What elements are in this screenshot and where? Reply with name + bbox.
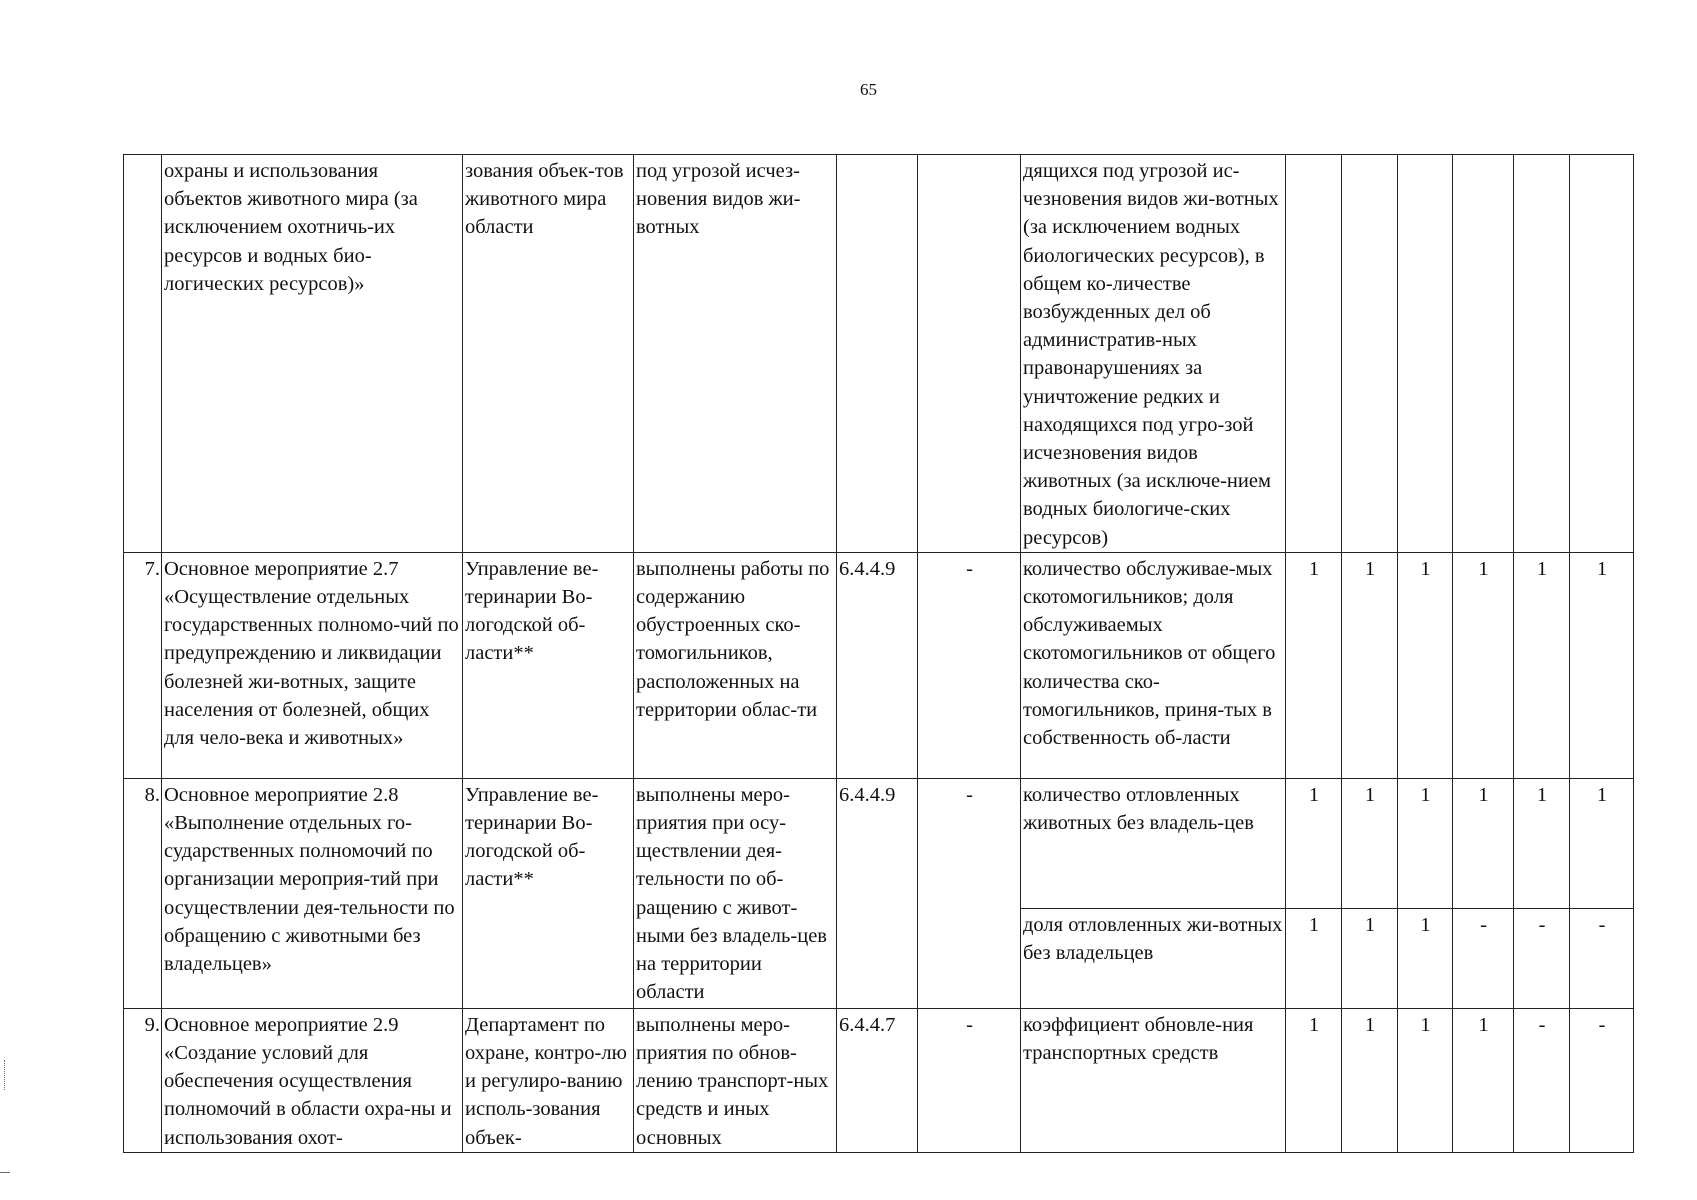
value-cell bbox=[1453, 155, 1514, 553]
value-cell: 1 bbox=[1398, 908, 1453, 1008]
value-cell: - bbox=[1570, 1008, 1634, 1152]
executor-cell: Департамент по охране, контро-лю и регулиро-ванию исполь-зования объек- bbox=[463, 1008, 634, 1152]
result-cell: выполнены меро-приятия при осу-ществлении дея-тельности по об-ращению с живот-ными без владель-цев на территории области bbox=[634, 778, 837, 1008]
table-row-continuation bbox=[124, 155, 1634, 553]
value-cell: 1 bbox=[1514, 778, 1570, 908]
page-number: 65 bbox=[860, 80, 877, 99]
value-cell: - bbox=[1514, 1008, 1570, 1152]
activity-cell: Основное мероприятие 2.8 «Выполнение отдельных го-сударственных полномочий по организации мероприя-тий при осуществлении дея-тельности по обращению с животными без владельцев» bbox=[162, 778, 463, 1008]
code-cell: 6.4.4.9 bbox=[837, 778, 918, 1008]
value-cell: 1 bbox=[1286, 908, 1342, 1008]
value-cell: - bbox=[1453, 908, 1514, 1008]
value-cell: 1 bbox=[1398, 778, 1453, 908]
value-cell: 1 bbox=[1342, 908, 1398, 1008]
code-cell: 6.4.4.9 bbox=[837, 552, 918, 778]
executor-cell: Управление ве-теринарии Во-логодской об-ласти** bbox=[463, 778, 634, 1008]
code2-cell: - bbox=[918, 552, 1021, 778]
value-cell: 1 bbox=[1570, 778, 1634, 908]
value-cell: - bbox=[1514, 908, 1570, 1008]
indicator-cell: количество отловленных животных без владель-цев bbox=[1021, 778, 1286, 908]
scan-margin-mark bbox=[4, 1060, 7, 1090]
code-cell: 6.4.4.7 bbox=[837, 1008, 918, 1152]
result-cell: выполнены меро-приятия по обнов-лению транспорт-ных средств и иных основных bbox=[634, 1008, 837, 1152]
value-cell bbox=[1514, 155, 1570, 553]
executor-cell: зования объек-тов животного мира области bbox=[463, 155, 634, 553]
indicator-cell: доля отловленных жи-вотных без владельцев bbox=[1021, 908, 1286, 1008]
code-cell bbox=[837, 155, 918, 553]
row-number: 8. bbox=[124, 778, 162, 1008]
activity-cell: охраны и использования объектов животного мира (за исключением охотничь-их ресурсов и водных био-логических ресурсов)» bbox=[162, 155, 463, 553]
executor-cell: Управление ве-теринарии Во-логодской об-ласти** bbox=[463, 552, 634, 778]
value-cell: 1 bbox=[1453, 552, 1514, 778]
value-cell: - bbox=[1570, 908, 1634, 1008]
value-cell: 1 bbox=[1286, 1008, 1342, 1152]
code2-cell bbox=[918, 155, 1021, 553]
result-cell: выполнены работы по содержанию обустроенных ско-томогильников, расположенных на территории облас-ти bbox=[634, 552, 837, 778]
code2-cell: - bbox=[918, 778, 1021, 1008]
scan-margin-tick bbox=[0, 1172, 10, 1173]
table-row-9 bbox=[124, 1008, 1634, 1152]
activity-cell: Основное мероприятие 2.7 «Осуществление отдельных государственных полномо-чий по предупреждению и ликвидации болезней жи-вотных, защите населения от болезней, общих для чело-века и животных» bbox=[162, 552, 463, 778]
row-number: 7. bbox=[124, 552, 162, 778]
value-cell: 1 bbox=[1570, 552, 1634, 778]
value-cell: 1 bbox=[1342, 778, 1398, 908]
value-cell bbox=[1398, 155, 1453, 553]
row-number bbox=[124, 155, 162, 553]
code2-cell: - bbox=[918, 1008, 1021, 1152]
value-cell: 1 bbox=[1342, 1008, 1398, 1152]
indicator-cell: коэффициент обновле-ния транспортных средств bbox=[1021, 1008, 1286, 1152]
value-cell: 1 bbox=[1453, 778, 1514, 908]
activity-cell: Основное мероприятие 2.9 «Создание условий для обеспечения осуществления полномочий в области охра-ны и использования охот- bbox=[162, 1008, 463, 1152]
indicator-cell: дящихся под угрозой ис-чезновения видов жи-вотных (за исключением водных биологических ресурсов), в общем ко-личестве возбужденных дел об административ-ных правонарушениях за уничтожение редких и находящихся под угро-зой исчезновения видов животных (за исключе-нием водных биологиче-ских ресурсов) bbox=[1021, 155, 1286, 553]
result-cell: под угрозой исчез-новения видов жи-вотных bbox=[634, 155, 837, 553]
value-cell: 1 bbox=[1286, 778, 1342, 908]
indicator-cell: количество обслуживае-мых скотомогильников; доля обслуживаемых скотомогильников от общего количества ско-томогильников, приня-тых в собственность об-ласти bbox=[1021, 552, 1286, 778]
value-cell bbox=[1570, 155, 1634, 553]
value-cell bbox=[1342, 155, 1398, 553]
table-row-8 bbox=[124, 778, 1634, 908]
value-cell: 1 bbox=[1453, 1008, 1514, 1152]
value-cell: 1 bbox=[1398, 1008, 1453, 1152]
table-row-7 bbox=[124, 552, 1634, 778]
row-number: 9. bbox=[124, 1008, 162, 1152]
value-cell bbox=[1286, 155, 1342, 553]
value-cell: 1 bbox=[1398, 552, 1453, 778]
activities-table bbox=[123, 154, 1634, 1153]
value-cell: 1 bbox=[1286, 552, 1342, 778]
value-cell: 1 bbox=[1514, 552, 1570, 778]
value-cell: 1 bbox=[1342, 552, 1398, 778]
